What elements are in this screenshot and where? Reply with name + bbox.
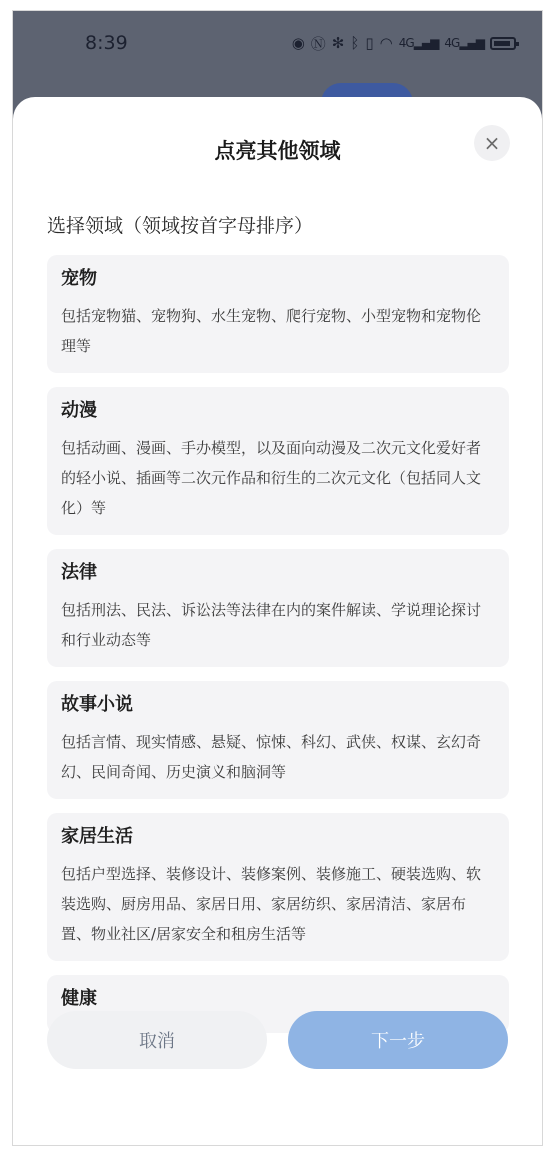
category-description: 包括宠物猫、宠物狗、水生宠物、爬行宠物、小型宠物和宠物伦理等 xyxy=(61,307,482,355)
eye-icon: ◉ xyxy=(291,34,305,52)
wifi-icon: ◠ xyxy=(379,34,393,52)
close-icon: × xyxy=(483,131,501,155)
category-card-fiction[interactable] xyxy=(47,681,509,799)
nfc-icon: Ⓝ xyxy=(310,34,326,53)
phone-screen xyxy=(12,10,543,1146)
close-button[interactable] xyxy=(474,125,510,161)
category-card-law[interactable] xyxy=(47,549,509,667)
category-description: 包括动画、漫画、手办模型，以及面向动漫及二次元文化爱好者的轻小说、插画等二次元作品和衍生的二次元文化（包括同人文化）等 xyxy=(61,439,482,517)
dialog-title: 点亮其他领域 xyxy=(214,139,341,163)
cancel-button[interactable]: 取消 xyxy=(47,1011,267,1069)
battery-icon xyxy=(490,37,516,50)
bluetooth-icon: ᛒ xyxy=(350,34,360,52)
section-title: 选择领域（领域按首字母排序） xyxy=(47,215,314,237)
vibrate-icon: ✻ xyxy=(331,34,345,52)
signal-icon: 4G▂▄▆ xyxy=(398,36,439,50)
category-description: 包括言情、现实情感、悬疑、惊悚、科幻、武侠、权谋、玄幻奇幻、民间奇闻、历史演义和脑洞等 xyxy=(61,733,482,781)
action-bar xyxy=(47,1011,508,1067)
status-bar xyxy=(13,11,542,75)
vibration-mode-icon: ▯ xyxy=(365,34,374,52)
category-title: 健康 xyxy=(61,988,97,1009)
category-title: 法律 xyxy=(61,562,97,583)
category-card-home-living[interactable] xyxy=(47,813,509,961)
category-list[interactable] xyxy=(47,255,509,1009)
category-card-anime[interactable] xyxy=(47,387,509,535)
category-title: 动漫 xyxy=(61,400,97,421)
category-title: 宠物 xyxy=(61,268,97,289)
category-description: 包括户型选择、装修设计、装修案例、装修施工、硬装选购、软装选购、厨房用品、家居日用、家居纺织、家居清洁、家居布置、物业社区/居家安全和租房生活等 xyxy=(61,865,482,943)
category-description: 包括刑法、民法、诉讼法等法律在内的案件解读、学说理论探讨和行业动态等 xyxy=(61,601,482,649)
category-title: 故事小说 xyxy=(61,694,133,715)
status-icons xyxy=(292,33,516,54)
bottom-sheet-dialog xyxy=(13,97,542,1145)
next-step-button[interactable]: 下一步 xyxy=(288,1011,508,1069)
status-time: 8:39 xyxy=(85,32,128,54)
category-card-pets[interactable] xyxy=(47,255,509,373)
category-title: 家居生活 xyxy=(61,826,133,847)
signal-icon-2: 4G▂▄▆ xyxy=(444,36,484,50)
